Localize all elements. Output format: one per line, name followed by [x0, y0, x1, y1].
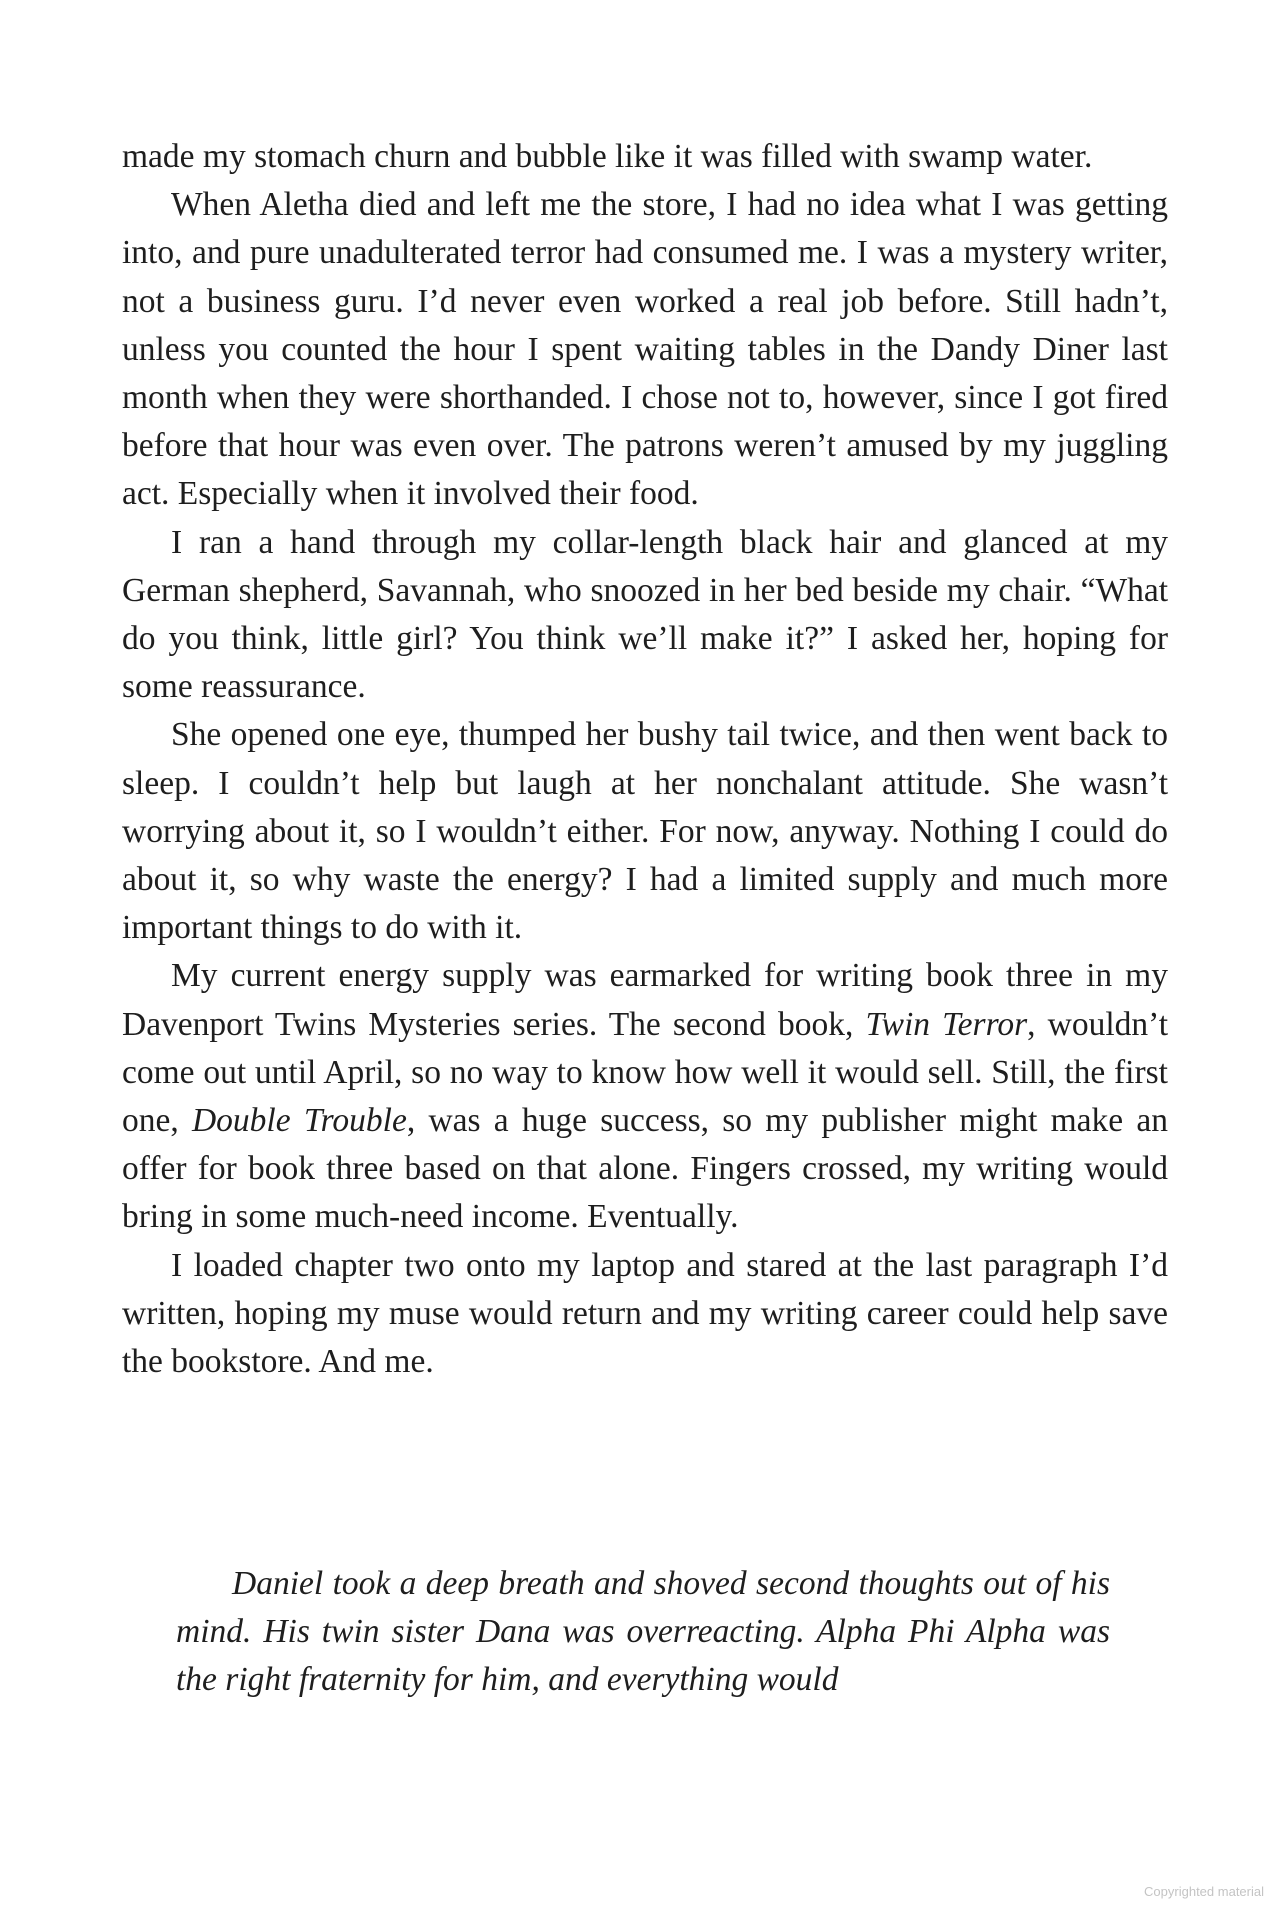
- paragraph-text: I ran a hand through my collar-length black hair and glanced at my German shepherd, Savannah, who snoozed in her bed beside my chair. “What do you think, little girl? You think we’ll make it?” I asked her, hoping for some reassurance.: [122, 523, 1168, 706]
- paragraph-savannah: [122, 519, 1168, 712]
- paragraph-text: I loaded chapter two onto my laptop and stared at the last paragraph I’d written, hoping my muse would return and my writing career could help save the bookstore. And me.: [122, 1246, 1168, 1381]
- book-title-double-trouble: Double Trouble: [191, 1102, 407, 1140]
- copyright-notice: Copyrighted material: [1144, 1884, 1264, 1899]
- paragraph-nonchalant: [122, 711, 1168, 952]
- paragraph-text: , wouldn’t come out until April, so no way to know how well it would sell. Still, the first one,: [122, 1005, 1168, 1140]
- book-title-twin-terror: Twin Terror: [865, 1005, 1028, 1043]
- paragraph-continuation: [122, 133, 1168, 181]
- paragraph-text: made my stomach churn and bubble like it was filled with swamp water.: [122, 138, 1093, 175]
- paragraph-aletha: [122, 181, 1168, 518]
- paragraph-text: , was a huge success, so my publisher might make an offer for book three based on that alone. Fingers crossed, my writing would bring in some much-need income. Eventually.: [122, 1102, 1169, 1236]
- paragraph-text: When Aletha died and left me the store, I had no idea what I was getting into, and pure unadulterated terror had consumed me. I was a mystery writer, not a business guru. I’d never even worked a real job before. Still hadn’t, unless you counted the hour I spent waiting tables in the Dandy Diner last month when they were shorthanded. I chose not to, however, since I got fired before that hour was even over. The patrons weren’t amused by my juggling act. Especially when it involved their food.: [122, 186, 1168, 513]
- paragraph-chapter-two: [122, 1242, 1168, 1387]
- manuscript-excerpt: Daniel took a deep breath and shoved second thoughts out of his mind. His twin sister Dana was overreacting. Alpha Phi Alpha was the right fraternity for him, and everything would: [176, 1565, 1110, 1699]
- page-body: [122, 133, 1168, 1386]
- paragraph-energy-supply: [122, 952, 1168, 1241]
- paragraph-text: She opened one eye, thumped her bushy tail twice, and then went back to sleep. I couldn’t help but laugh at her nonchalant attitude. She wasn’t worrying about it, so I wouldn’t either. For now, anyway. Nothing I could do about it, so why waste the energy? I had a limited supply and much more important things to do with it.: [122, 716, 1168, 947]
- paragraph-text: My current energy supply was earmarked for writing book three in my Davenport Twins Mysteries series. The second book,: [122, 957, 1168, 1043]
